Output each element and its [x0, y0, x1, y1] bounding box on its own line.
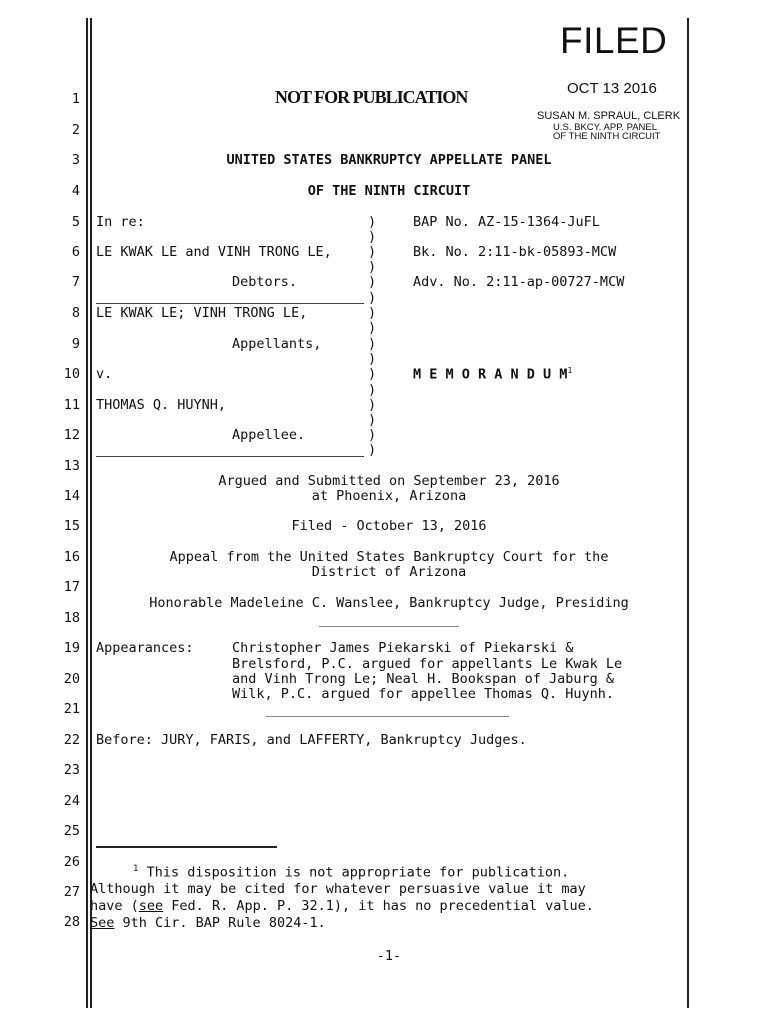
paren: )	[368, 382, 377, 398]
paren: )	[368, 427, 377, 443]
line-number: 1	[71, 91, 80, 107]
line-number: 20	[63, 671, 80, 687]
appearances-line: Wilk, P.C. argued for appellee Thomas Q. Huynh.	[232, 686, 615, 702]
line-number: 5	[71, 214, 80, 230]
appeal-district: District of Arizona	[311, 564, 467, 580]
filed-stamp-circuit: OF THE NINTH CIRCUIT	[553, 131, 661, 142]
line-number: 18	[63, 610, 80, 626]
line-number: 2	[71, 122, 80, 138]
footnote-line: Although it may be cited for whatever persuasive value it may	[90, 881, 586, 897]
left-margin-rule-outer	[86, 18, 88, 1008]
paren: )	[368, 442, 377, 458]
footnote-text: This disposition is not appropriate for publication.	[146, 864, 570, 881]
line-number: 22	[63, 732, 80, 748]
footnote-line	[90, 915, 326, 931]
appearances-label: Appearances:	[96, 640, 194, 656]
line-number: 17	[63, 579, 80, 595]
caption-debtors: Debtors.	[232, 274, 298, 290]
line-number: 27	[63, 884, 80, 900]
footnote-text: have (	[90, 898, 139, 914]
line-number: 12	[63, 427, 80, 443]
footnote-marker: 1	[133, 864, 139, 874]
line-number: 4	[71, 183, 80, 199]
footnote-line	[133, 864, 569, 881]
line-number: 13	[63, 458, 80, 474]
paren: )	[368, 320, 377, 336]
separator-rule	[319, 626, 459, 627]
line-number: 21	[63, 701, 80, 717]
line-number: 14	[63, 488, 80, 504]
bk-number: Bk. No. 2:11-bk-05893-MCW	[413, 244, 617, 260]
appearances-line: Christopher James Piekarski of Piekarski &	[232, 640, 574, 656]
paren: )	[368, 290, 377, 306]
footnote-rule	[96, 846, 277, 848]
filed-date-line: Filed - October 13, 2016	[291, 518, 487, 534]
line-number: 23	[63, 762, 80, 778]
line-number: 8	[71, 305, 80, 321]
caption-divider	[96, 303, 364, 304]
footnote-text: 9th Cir. BAP Rule 8024-1.	[114, 915, 326, 931]
presiding-judge: Honorable Madeleine C. Wanslee, Bankruptcy Judge, Presiding	[149, 595, 629, 611]
caption-appellants-names: LE KWAK LE; VINH TRONG LE,	[96, 305, 308, 321]
appeal-line: Appeal from the United States Bankruptcy Court for the	[169, 549, 609, 565]
line-number: 19	[63, 640, 80, 656]
appearances-line: Brelsford, P.C. argued for appellants Le Kwak Le	[232, 656, 623, 672]
paren: )	[368, 397, 377, 413]
argued-location: at Phoenix, Arizona	[311, 488, 467, 504]
paren: )	[368, 366, 377, 382]
filed-stamp-panel: U.S. BKCY. APP. PANEL	[553, 122, 658, 133]
paren: )	[368, 351, 377, 367]
appearances-line: and Vinh Trong Le; Neal H. Bookspan of Jaburg &	[232, 671, 615, 687]
filed-stamp-clerk: SUSAN M. SPRAUL, CLERK	[537, 110, 681, 122]
caption-debtors-names: LE KWAK LE and VINH TRONG LE,	[96, 244, 332, 260]
court-circuit: OF THE NINTH CIRCUIT	[307, 183, 471, 199]
paren: )	[368, 336, 377, 352]
paren: )	[368, 274, 377, 290]
filed-stamp-date: OCT 13 2016	[567, 80, 657, 97]
paren: )	[368, 305, 377, 321]
line-number: 6	[71, 244, 80, 260]
caption-appellee: Appellee.	[232, 427, 306, 443]
caption-versus: v.	[96, 366, 113, 382]
line-number: 24	[63, 793, 80, 809]
paren: )	[368, 244, 377, 260]
paren: )	[368, 412, 377, 428]
line-number: 9	[71, 336, 80, 352]
paren: )	[368, 259, 377, 275]
line-number: 11	[63, 397, 80, 413]
court-name: UNITED STATES BANKRUPTCY APPELLATE PANEL	[226, 152, 552, 168]
line-number: 15	[63, 518, 80, 534]
footnote-text: Fed. R. App. P. 32.1), it has no precedential value.	[163, 898, 594, 914]
line-number: 26	[63, 854, 80, 870]
separator-rule	[266, 716, 509, 717]
memorandum-title	[413, 366, 572, 383]
adv-number: Adv. No. 2:11-ap-00727-MCW	[413, 274, 625, 290]
footnote-line	[90, 898, 594, 914]
caption-appellants: Appellants,	[232, 336, 322, 352]
line-number: 10	[63, 366, 80, 382]
memorandum-footnote-ref: 1	[567, 366, 573, 375]
line-number: 25	[63, 823, 80, 839]
footnote-signal: see	[138, 898, 164, 914]
paren: )	[368, 229, 377, 245]
line-number: 3	[71, 152, 80, 168]
bap-number: BAP No. AZ-15-1364-JuFL	[413, 214, 600, 230]
panel-judges: Before: JURY, FARIS, and LAFFERTY, Bankruptcy Judges.	[96, 732, 527, 748]
line-number: 7	[71, 274, 80, 290]
not-for-publication: NOT FOR PUBLICATION	[275, 87, 468, 107]
memorandum-text: M E M O R A N D U M	[413, 366, 568, 383]
caption-bottom-rule	[96, 456, 364, 457]
right-margin-rule	[687, 18, 689, 1008]
line-number: 28	[63, 914, 80, 930]
caption-appellee-name: THOMAS Q. HUYNH,	[96, 397, 227, 413]
footnote-signal: See	[90, 915, 115, 931]
caption-in-re: In re:	[96, 214, 145, 230]
filed-stamp-title: FILED	[560, 20, 668, 61]
page-number: -1-	[376, 948, 402, 964]
argued-line: Argued and Submitted on September 23, 2016	[218, 473, 560, 489]
paren: )	[368, 214, 377, 230]
line-number: 16	[63, 549, 80, 565]
